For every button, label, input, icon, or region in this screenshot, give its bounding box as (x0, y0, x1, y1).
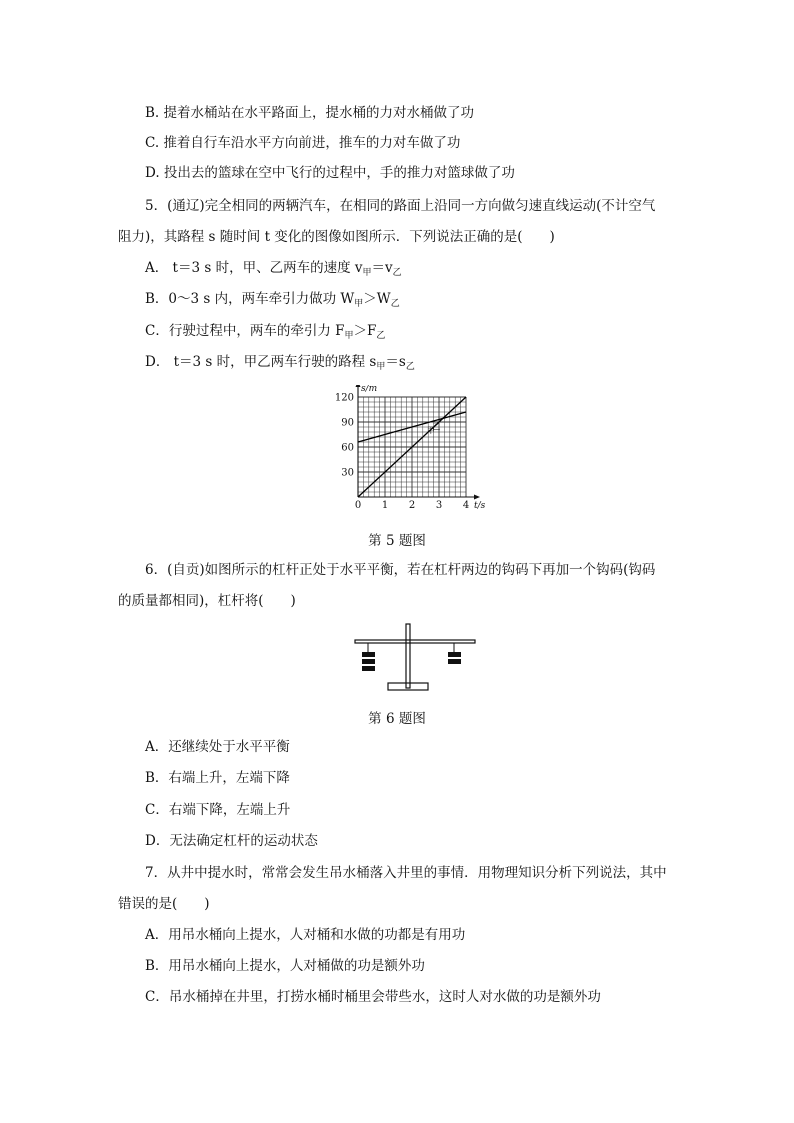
q5-option-d-eq: ＝s (385, 354, 406, 370)
q7-stem-line2: 错误的是( ) (118, 896, 210, 912)
right-weight-1 (448, 652, 461, 657)
q7-option-b: B．用吊水桶向上提水，人对桶做的功是额外功 (145, 958, 425, 974)
lever-bar (355, 640, 475, 643)
figure5-caption: 第 5 题图 (368, 533, 426, 549)
sub-yi: 乙 (390, 299, 400, 309)
y-axis-arrow (356, 385, 361, 387)
sub-jia: 甲 (354, 299, 364, 309)
q5-option-b-text: B．0～3 s 内，两车牵引力做功 W (145, 291, 355, 307)
y-tick-label: 120 (334, 392, 354, 404)
y-tick-label: 90 (341, 417, 354, 429)
q5-option-c (145, 322, 385, 342)
x-axis-label: t/s (474, 501, 486, 511)
q5-stem-line2: 阻力)，其路程 s 随时间 t 变化的图像如图所示．下列说法正确的是( ) (118, 229, 555, 245)
q6-option-a: A．还继续处于水平平衡 (145, 739, 290, 755)
lever-base (388, 683, 428, 690)
figure6-caption: 第 6 题图 (368, 711, 426, 727)
q5-option-c-gt: ＞F (353, 323, 377, 339)
q7-option-a: A．用吊水桶向上提水，人对桶和水做的功都是有用功 (145, 927, 466, 943)
series-label-jia: 甲 (426, 425, 435, 435)
series-label-yi: 乙 (432, 422, 441, 432)
sub-jia: 甲 (376, 362, 386, 372)
sub-yi: 乙 (405, 362, 415, 372)
q7-option-c: C．吊水桶掉在井里，打捞水桶时桶里会带些水，这时人对水做的功是额外功 (145, 989, 601, 1005)
q5-option-b-gt: ＞W (363, 291, 391, 307)
q5-option-a-eq: ＝v (371, 260, 393, 276)
q5-option-a (145, 259, 402, 279)
q4-option-b: B. 提着水桶站在水平路面上，提水桶的力对水桶做了功 (145, 105, 475, 121)
lever-stand-pole (406, 624, 410, 688)
right-weight-2 (448, 659, 461, 664)
q5-option-c-text: C．行驶过程中，两车的牵引力 F (145, 323, 345, 339)
x-tick-label: 1 (381, 500, 389, 511)
sub-yi: 乙 (376, 331, 386, 341)
q5-option-d (145, 353, 415, 373)
y-tick-label: 30 (341, 467, 354, 479)
q6-stem-line1: 6．(自贡)如图所示的杠杆正处于水平平衡，若在杠杆两边的钩码下再加一个钩码(钩码 (145, 562, 656, 578)
q5-stem-line1: 5．(通辽)完全相同的两辆汽车，在相同的路面上沿同一方向做匀速直线运动(不计空气 (145, 198, 656, 214)
sub-jia: 甲 (344, 331, 354, 341)
sub-jia: 甲 (362, 268, 372, 278)
st-graph (325, 385, 495, 520)
x-axis-arrow (474, 495, 480, 500)
x-tick-label: 2 (408, 500, 416, 511)
x-tick-label: 4 (462, 500, 470, 511)
y-axis-label: s/m (361, 385, 378, 394)
q4-option-d: D. 投出去的篮球在空中飞行的过程中，手的推力对篮球做了功 (145, 165, 515, 181)
q5-option-b (145, 290, 400, 310)
q5-option-d-text: D． t＝3 s 时，甲乙两车行驶的路程 s (145, 354, 377, 370)
sub-yi: 乙 (392, 268, 402, 278)
x-tick-label: 0 (354, 500, 362, 511)
left-weight-2 (362, 659, 375, 664)
q5-option-a-text: A． t＝3 s 时，甲、乙两车的速度 v (145, 260, 363, 276)
q6-option-d: D．无法确定杠杆的运动状态 (145, 833, 318, 849)
x-tick-label: 3 (435, 500, 443, 511)
lever-diagram (350, 622, 480, 694)
q7-stem-line1: 7．从井中提水时，常常会发生吊水桶落入井里的事情．用物理知识分析下列说法，其中 (145, 865, 667, 881)
q4-option-c: C. 推着自行车沿水平方向前进，推车的力对车做了功 (145, 135, 461, 151)
left-weight-3 (362, 666, 375, 671)
left-weight-1 (362, 652, 375, 657)
q6-option-b: B．右端上升，左端下降 (145, 770, 290, 786)
q6-stem-line2: 的质量都相同)，杠杆将( ) (118, 593, 296, 609)
q6-option-c: C．右端下降，左端上升 (145, 802, 291, 818)
y-tick-label: 60 (341, 442, 354, 454)
